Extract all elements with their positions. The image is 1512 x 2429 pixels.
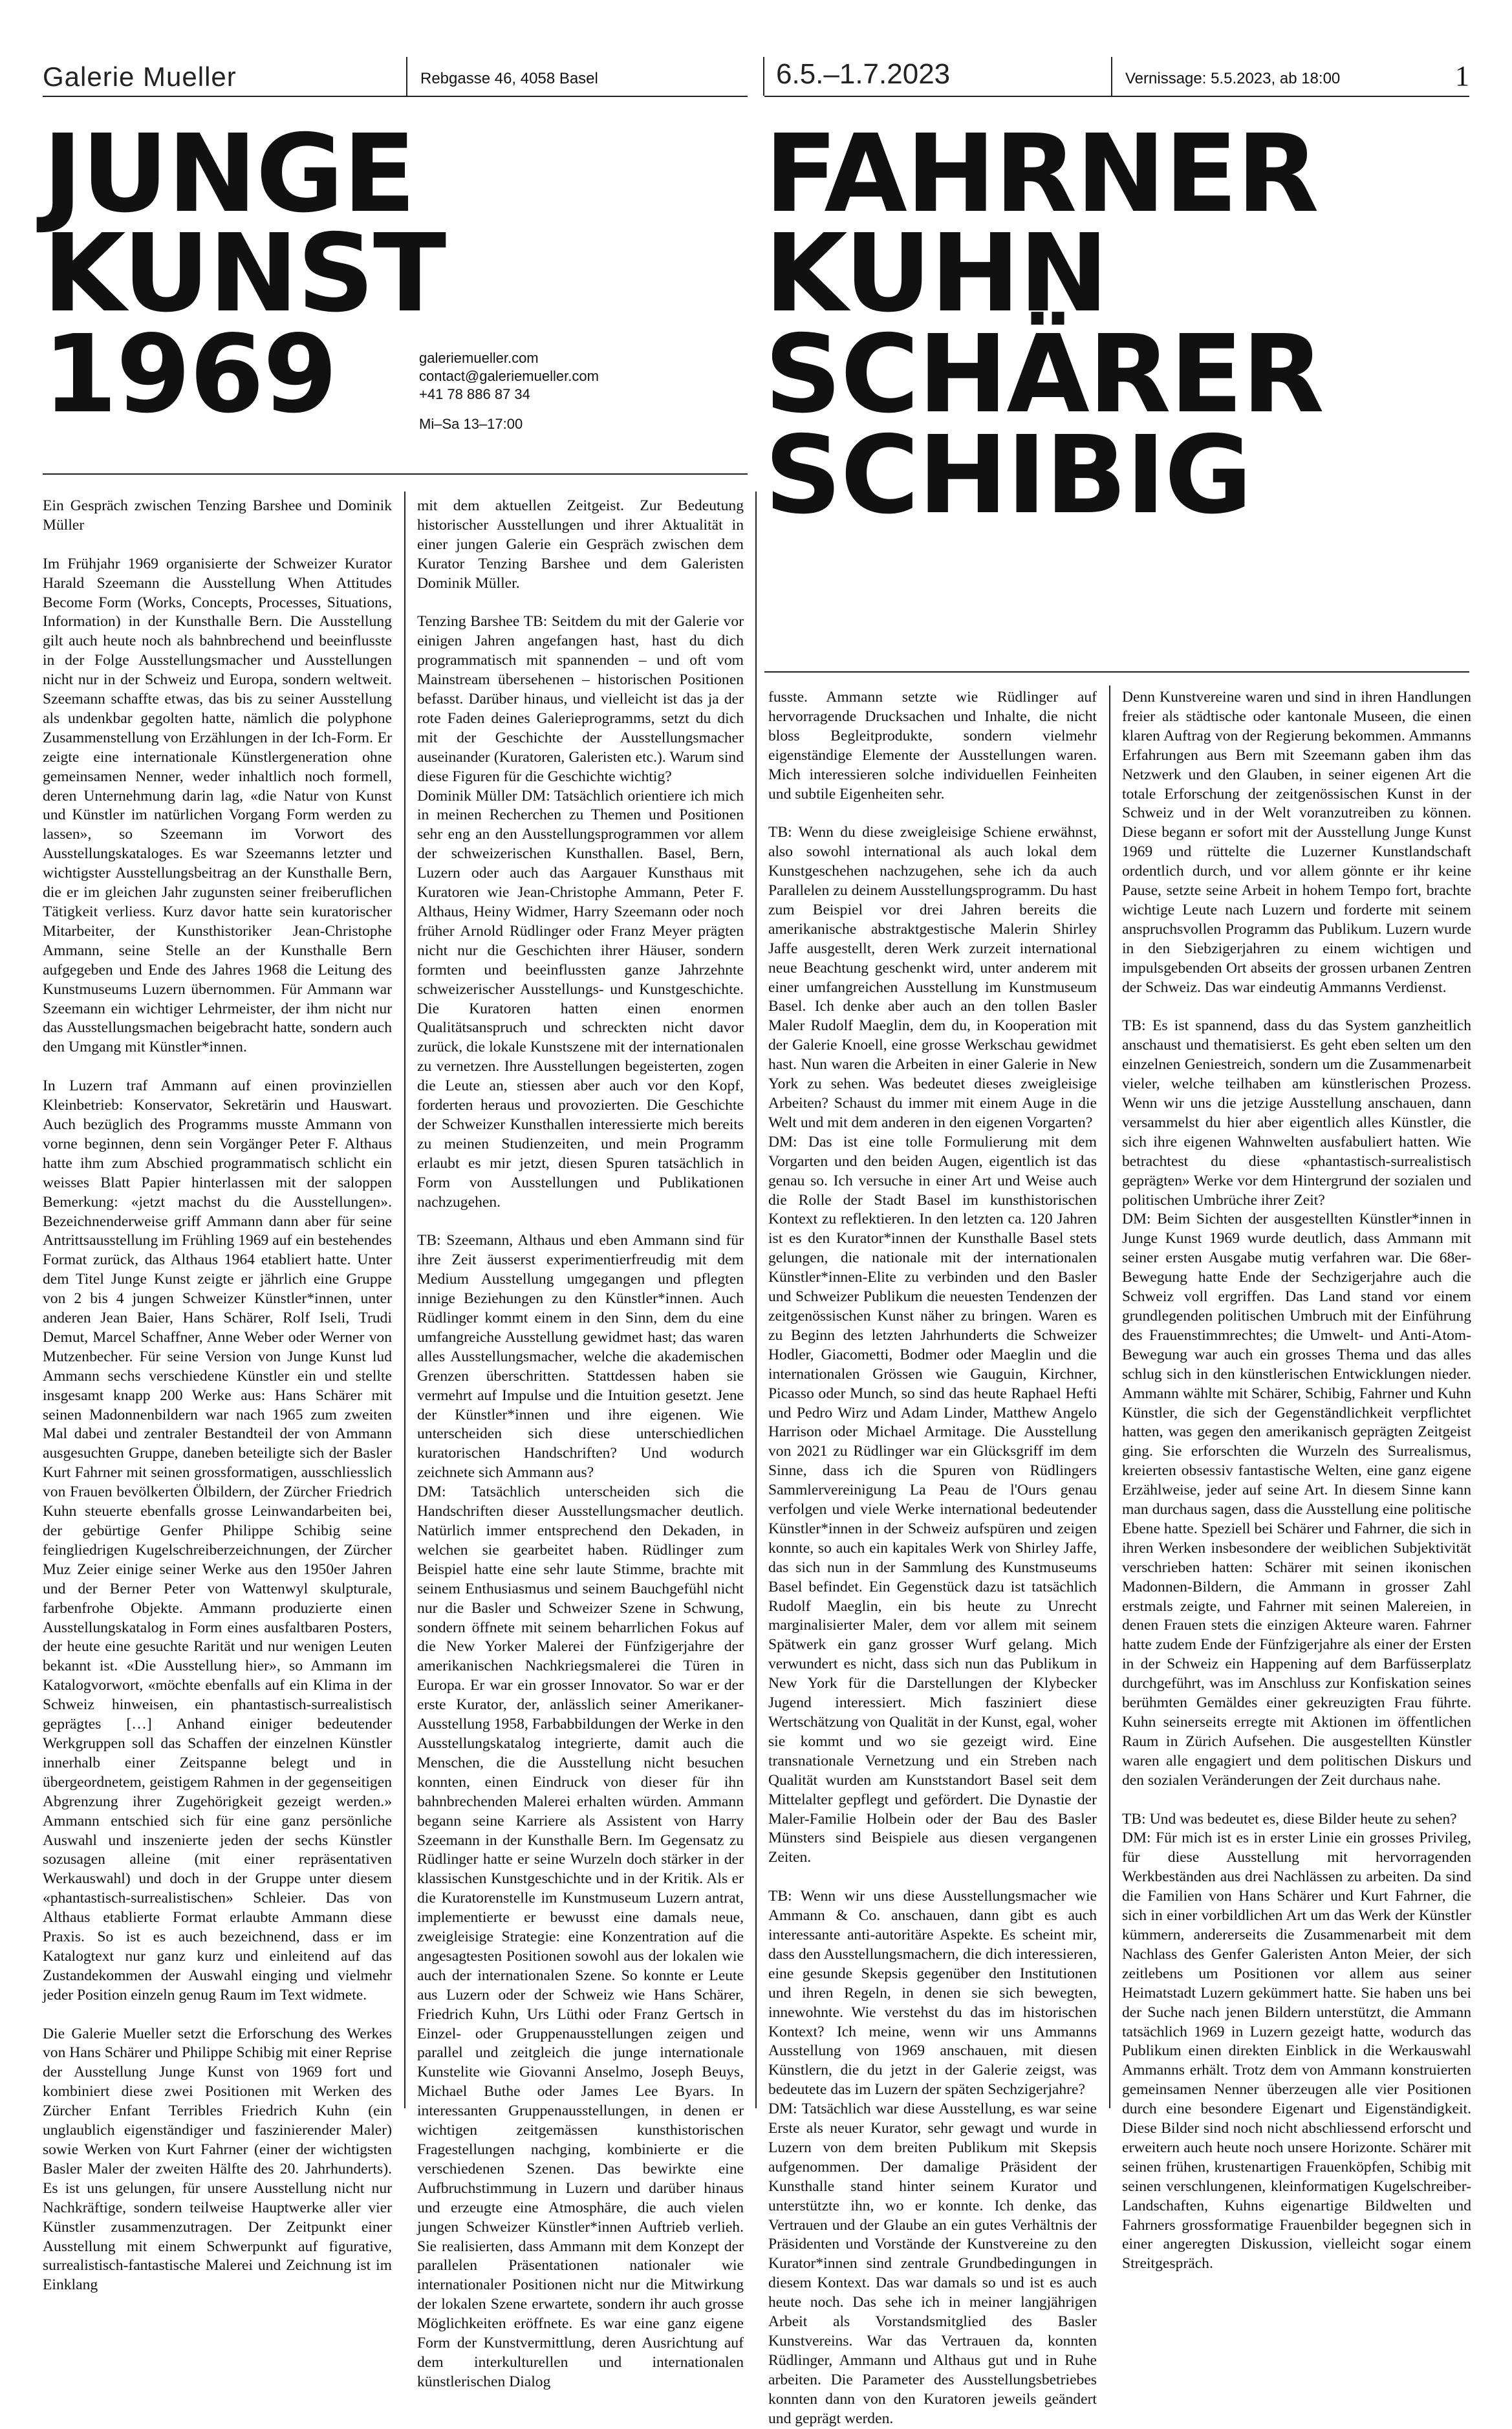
title-left-line-2: KUNST <box>43 211 446 336</box>
title-rule-right <box>764 671 1469 673</box>
title-right-line-2: KUHN <box>764 211 1108 336</box>
article-column-2 <box>417 497 744 2390</box>
article-paragraph: mit dem aktuellen Zeitgeist. Zur Bedeutung historischer Ausstellungen und ihrer Aktualität in einer jungen Galerie ein Gespräch zwischen dem Kurator Tenzing Barshee und dem Galeristen Dominik Müller. <box>417 497 744 592</box>
header-divider <box>406 57 407 96</box>
title-left-line-1: JUNGE <box>43 112 415 237</box>
page-number: 1 <box>1455 60 1469 92</box>
header-divider <box>763 57 764 96</box>
article-paragraph: TB: Und was bedeutet es, diese Bilder heute zu sehen? <box>1122 1810 1457 1828</box>
article-paragraph: DM: Tatsächlich war diese Ausstellung, es war seine Erste als neuer Kurator, sehr gewagt und wurde in Luzern von dem breiten Publikum mit Skepsis aufgenommen. Der damalige Präsident der Kunsthalle stand hinter seinem Kurator und unterstützte ihn, wo er konnte. Ich denke, das Vertrauen und der Glaube an ein gutes Verhältnis der Präsidenten und Vorstände der Kunstvereine zu den Kurator*innen sind zentrale Grundbedingungen in diesem Kontext. Das war damals so und ist es auch heute noch. Das sehe ich in meiner langjährigen Arbeit als Vorstandsmitglied des Basler Kunstvereins. War das Vertrauen da, konnten Rüdlinger, Ammann und Althaus gut und in Ruhe arbeiten. Die Parameter des Ausstellungsbetriebes konnten dann von den Kuratoren jeweils geändert und geprägt werden. <box>768 2100 1097 2427</box>
header-divider <box>1111 57 1112 96</box>
article-paragraph: fusste. Ammann setzte wie Rüdlinger auf hervorragende Drucksachen und Inhalte, die nicht bloss Begleitprodukte, sondern vielmehr eigenständige Elemente der Ausstellungen waren. Mich interessieren solche individuellen Feinheiten und subtile Eigenheiten sehr. <box>768 689 1097 803</box>
article-paragraph: DM: Beim Sichten der ausgestellten Künstler*innen in Junge Kunst 1969 wurde deutlich, dass Ammann mit seiner ersten Ausgabe mutig verfahren war. Die 68er-Bewegung hatte Ende der Sechzigerjahre auch die Schweiz voll ergriffen. Das Land stand vor einem grundlegenden politischen Umbruch mit der Einführung des Frauenstimmrechtes; die Umwelt- und Anti-Atom-Bewegung war auch ein grosses Thema und das alles schlug sich in den künstlerischen Entwicklungen nieder. Ammann wählte mit Schärer, Schibig, Fahrner und Kuhn Künstler, die sich der Gegenständlichkeit verpflichtet hatten, was gegen den amerikanisch geprägten Zeitgeist ging. Sie erforschten die Wurzeln des Surrealismus, kreierten obsessiv fantastische Welten, eine ganz eigene Erzählweise, jeder auf seine Art. In diesem Sinne kann man durchaus sagen, dass die Ausstellung eine politische Ebene hatte. Speziell bei Schärer und Fahrner, die sich in ihren Werken insbesondere der weiblichen Subjektivität verschrieben hatten: Schärer mit seinen ikonischen Madonnen-Bildern, die Ammann in grosser Zahl erstmals zeigte, und Fahrner mit seinen Malereien, in denen Frauen stets die einzigen Akteure waren. Fahrner hatte zudem Ende der Fünfzigerjahre als einer der Ersten in der Schweiz ein Happening auf dem Barfüsserplatz durchgeführt, was im Anschluss zur Konfiskation seines berühmten Gemäldes einer gekreuzigten Frau führte. Kuhn seinerseits erregte mit Aktionen im öffentlichen Raum in Zürich Aufsehen. Die ausgestellten Künstler waren alle engagiert und dem politischen Diskurs und den sozialen Veränderungen der Zeit durchaus nahe. <box>1122 1211 1471 1789</box>
article-column-4 <box>1122 688 1471 2272</box>
article-paragraph: In Luzern traf Ammann auf einen provinziellen Kleinbetrieb: Konservator, Sekretärin und Hauswart. Auch bezüglich des Programms musste Ammann von vorne beginnen, denn sein Vorgänger Peter F. Althaus hatte ihm zum Abschied programmatisch schlicht ein weisses Blatt Papier hinterlassen mit der saloppen Bemerkung: «jetzt machst du die Ausstellungen». Bezeichnenderweise griff Ammann dann aber für seine Antrittsausstellung im Frühling 1969 auf ein bestehendes Format zurück, das Althaus 1964 etabliert hatte. Unter dem Titel Junge Kunst zeigte er jährlich eine Gruppe von 2 bis 4 jungen Schweizer Künstler*innen, unter anderen Jean Baier, Hans Schärer, Rolf Iseli, Trudi Demut, Marcel Schaffner, Anne Weber oder Werner von Mutzenbecher. Für seine Version von Junge Kunst lud Ammann sechs verschiedene Künstler ein und stellte insgesamt knapp 200 Werke aus: Hans Schärer mit seinen Madonnenbildern war nach 1965 zum zweiten Mal dabei und zentraler Bestandteil der von Ammann ausgesuchten Gruppe, daneben beteiligte sich der Basler Kurt Fahrner mit seinen grossformatigen, ausschliesslich von Frauen bevölkerten Ölbildern, der Zürcher Friedrich Kuhn steuerte ebenfalls grosse Leinwandarbeiten bei, der gebürtige Genfer Philippe Schibig seine feingliedrigen Kugelschreiberzeichnungen, der Zürcher Muz Zeier einige seiner Werke aus den 1950er Jahren und der Berner Peter von Wattenwyl skulpturale, farbenfrohe Objekte. Ammann produzierte einen Ausstellungskatalog in Form eines ausfaltbaren Posters, der heute eine gesuchte Rarität und nur wenigen Leuten bekannt ist. «Die Ausstellung hier», so Ammann im Katalogvorwort, «möchte ebenfalls auf ein Klima in der Schweiz hinweisen, ein phantastisch-surrealistisch geprägtes […] Anhand einiger bedeutender Werkgruppen soll das Schaffen der einzelnen Künstler innerhalb einer Zeitspanne belegt und in übergeordnetem, geistigem Rahmen in der gegenseitigen Abgrenzung ihrer Zugehörigkeit gezeigt werden.» Ammann entschied sich für eine ganz persönliche Auswahl und inszenierte jeden der sechs Künstler sozusagen alleine (mit einer repräsentativen Werkauswahl) und doch in der Gruppe unter diesem «phantastisch-surrealistischen» Schleier. Das von Althaus etablierte Format erlaubte Ammann diese Praxis. So ist es auch bezeichnend, dass er im Katalogtext nur ganz kurz und einleitend auf das Zustandekommen der Auswahl einging und vielmehr jeder Position einzeln genug Raum im Text widmete. <box>43 1077 392 2003</box>
email-link[interactable]: contact@galeriemueller.com <box>419 368 599 384</box>
column-divider <box>1109 686 1110 2108</box>
article-column-1 <box>43 497 392 2294</box>
article-paragraph: Tenzing Barshee TB: Seitdem du mit der Galerie vor einigen Jahren angefangen hast, hast du dich programmatisch mit spannenden – und oft vom Mainstream übersehenen – historischen Positionen befasst. Darüber hinaus, und vielleicht ist das ja der rote Faden deines Galerieprogramms, setzt du dich mit der Geschichte der Ausstellungsmacher auseinander (Kuratoren, Galeristen etc.). Warum sind diese Figuren für die Geschichte wichtig? <box>417 613 744 785</box>
article-paragraph: TB: Wenn du diese zweigleisige Schiene erwähnst, also sowohl international als auch lokal dem Kunstgeschehen nachzugehen, sehe ich da auch Parallelen zu deinem Ausstellungsprogramm. Du hast zum Beispiel vor drei Jahren bereits die amerikanische abstraktgestische Malerin Shirley Jaffe ausgestellt, deren Werk zurzeit international neue Beachtung geschenkt wird, unter anderem mit einer umfangreichen Ausstellung im Kunstmuseum Basel. Ich denke aber auch an den tollen Basler Maler Rudolf Maeglin, dem du, in Kooperation mit der Galerie Knoell, eine grosse Werkschau gewidmet hast. Nun waren die Arbeiten in einer Galerie in New York zu sehen. Was bedeutet dieses zweigleisige Arbeiten? Schaust du immer mit einem Auge in die Welt und mit dem anderen in den eigenen Vorgarten? <box>768 824 1097 1131</box>
article-paragraph: TB: Wenn wir uns diese Ausstellungsmacher wie Ammann & Co. anschauen, dann gibt es auch interessante anti-autoritäre Aspekte. Es scheint mir, dass den Ausstellungsmachern, die dich interessieren, eine gesunde Skepsis gegenüber den Institutionen und ihren Regeln, in denen sie sich bewegten, innewohnte. Wie verstehst du das im historischen Kontext? Ich meine, wenn wir uns Ammanns Ausstellung von 1969 anschauen, mit diesen Künstlern, die du jetzt in der Galerie zeigst, was bedeutete das im Luzern der späten Sechzigerjahre? <box>768 1888 1097 2099</box>
gallery-address: Rebgasse 46, 4058 Basel <box>420 70 598 87</box>
title-right-line-4: SCHIBIG <box>764 413 1251 538</box>
exhibition-dates: 6.5.–1.7.2023 <box>776 58 951 90</box>
opening-hours: Mi–Sa 13–17:00 <box>419 416 523 432</box>
title-right-line-1: FAHRNER <box>764 112 1318 237</box>
title-rule-left <box>43 473 748 475</box>
column-divider <box>755 491 757 2108</box>
website-link[interactable]: galeriemueller.com <box>419 350 539 366</box>
column-divider <box>404 491 405 2108</box>
article-paragraph: Dominik Müller DM: Tatsächlich orientiere ich mich in meinen Recherchen zu Themen und Positionen sehr eng an den Ausstellungsprogrammen vor allem der schweizerischen Kunsthallen. Basel, Bern, Luzern oder auch das Aargauer Kunsthaus mit Kuratoren wie Jean-Christophe Ammann, Peter F. Althaus, Heiny Widmer, Harry Szeemann oder noch früher Arnold Rüdlinger oder Franz Meyer prägten nicht nur die Geschichten ihrer Häuser, sondern formten und beeinflussten ganze Jahrzehnte schweizerischer Ausstellungs- und Kunstgeschichte. Die Kuratoren hatten einen enormen Qualitätsanspruch und schreckten nicht davor zurück, die lokale Kunstszene mit der internationalen zu vernetzen. Ihre Ausstellungen begeisterten, zogen die Leute an, stiessen aber auch vor den Kopf, forderten heraus und provozierten. Die Geschichte der Schweizer Kunsthallen interessierte mich bereits zu meinen Studienzeiten, und mein Programm erlaubt es mir jetzt, diesen Spuren tatsächlich in Form von Ausstellungen und Publikationen nachzugehen. <box>417 787 744 1211</box>
article-paragraph: DM: Das ist eine tolle Formulierung mit dem Vorgarten und den beiden Augen, eigentlich ist das genau so. Ich versuche in einer Art und Weise auch die Rolle der Stadt Basel im kunsthistorischen Kontext zu reflektieren. In den letzten ca. 120 Jahren ist es den Kurator*innen der Kunsthalle Basel stets gelungen, die nationale mit der internationalen Künstler*innen-Elite zu verbinden und den Basler und Schweizer Publikum die neuesten Tendenzen der zeitgenössischen Kunst näher zu bringen. Waren es zu Beginn des letzten Jahrhunderts die Schweizer Hodler, Giacometti, Bodmer oder Maeglin und die internationalen Grössen wie Gauguin, Kirchner, Picasso oder Munch, so sind das heute Raphael Hefti und Pedro Wirz und Adam Linder, Matthew Angelo Harrison oder Michael Armitage. Die Ausstellung von 2021 zu Rüdlinger war ein Glücksgriff im dem Sinne, dass ich die Spuren von Rüdlingers Sammlervereinigung La Peau de l'Ours genau verfolgen und viele Werke international bedeutender Künstler*innen in der Schweiz aufspüren und zeigen konnte, so auch ein kapitales Werk von Shirley Jaffe, das sich nun in der Sammlung des Kunstmuseums Basel befindet. Ein Gegenstück dazu ist tatsächlich Rudolf Maeglin, ein bis heute zu Unrecht marginalisierter Maler, dem vor allem mit seinem Spätwerk ein ganz grosser Wurf gelang. Mich verwundert es nicht, dass sich nun das Publikum in New York für die Darstellungen der Klybecker Jugend interessiert. Mich fasziniert diese Wertschätzung von Qualität in der Kunst, egal, woher sie kommt und wo sie gezeigt wird. Eine transnationale Vernetzung und ein Streben nach Qualität wurden am Kunststandort Basel seit dem Mittelalter gepflegt und gefördert. Die Dynastie der Maler-Familie Holbein oder der Bau des Basler Münsters sind Beispiele aus diesen vergangenen Zeiten. <box>768 1133 1097 1866</box>
header-rule-right <box>764 96 1469 97</box>
header-bar <box>0 0 1512 103</box>
article-paragraph: DM: Tatsächlich unterscheiden sich die Handschriften dieser Ausstellungsmacher deutlich. Natürlich immer entsprechend den Dekaden, in welchen sie gearbeitet haben. Rüdlinger zum Beispiel hatte eine sehr laute Stimme, brachte mit seinem Enthusiasmus und seinem Bauchgefühl nicht nur die Basler und Schweizer Szene in Schwung, sondern öffnete mit seinem beharrlichen Fokus auf die New Yorker Malerei der Fünfzigerjahre der amerikanischen Nachkriegsmalerei die Türen in Europa. Er war ein grosser Innovator. So war er der erste Kurator, der, anlässlich seiner Amerikaner-Ausstellung 1958, Farbabbildungen der Werke in den Ausstellungskatalog integrierte, damit auch die Menschen, die die Ausstellung nicht besuchen konnten, einen Eindruck von dieser für ihn bahnbrechenden Malerei erhalten würden. Ammann begann seine Karriere als Assistent von Harry Szeemann in der Kunsthalle Bern. Im Gegensatz zu Rüdlinger hatte er seine Wurzeln doch stärker in der klassischen Kunstgeschichte und in der Kritik. Als er die Kuratorenstelle im Kunstmuseum Luzern antrat, implementierte er bewusst eine damals neue, zweigleisige Strategie: eine Konzentration auf die angesagtesten Positionen sowohl aus der lokalen wie auch der internationalen Szene. So konnte er Leute aus Luzern oder der Schweiz wie Hans Schärer, Friedrich Kuhn, Urs Lüthi oder Franz Gertsch in Einzel- oder Gruppenausstellungen zeigen und parallel und zeitgleich die junge internationale Kunstelite wie Giovanni Anselmo, Joseph Beuys, Michael Buthe oder James Lee Byars. In interessanten Gruppenausstellungen, in denen er wichtigen zeitgemässen kunsthistorischen Fragestellungen nachging, kombinierte er die verschiedenen Szenen. Das bewirkte eine Aufbruchstimmung in Luzern und darüber hinaus und erzeugte eine Atmosphäre, die auch vielen jungen Schweizer Künstler*innen Auftrieb verlieh. Sie realisierten, dass Ammann mit dem Konzept der parallelen Präsentationen nationaler wie internationaler Positionen nicht nur die Mitwirkung der lokalen Szene erwartete, sondern ihr auch grosse Möglichkeiten eröffnete. Es war eine ganz eigene Form der Kunstvermittlung, deren Ausrichtung auf dem interkulturellen und internationalen künstlerischen Dialog <box>417 1484 744 2390</box>
article-paragraph: Im Frühjahr 1969 organisierte der Schweizer Kurator Harald Szeemann die Ausstellung When Attitudes Become Form (Works, Concepts, Processes, Situations, Information) in der Kunsthalle Bern. Die Ausstellung gilt auch heute noch als bahnbrechend und beeinflusste in der Folge Ausstellungsmacher und Ausstellungen nicht nur in der Schweiz und Europa, sondern weltweit. Szeemann schaffte etwas, das bis zu seiner Ausstellung als undenkbar gegolten hatte, nämlich die polyphone Zusammenstellung von Erzählungen in der Ich-Form. Er zeigte eine internationale Künstlergeneration ohne gemeinsamen Nenner, weder inhaltlich noch formell, deren Unternehmung darin lag, «die Natur von Kunst und Künstler im natürlichen Vorgang Form werden zu lassen», so Szeemann im Vorwort des Ausstellungskataloges. Es war Szeemanns letzter und wichtigster Ausstellungsbeitrag an der Kunsthalle Bern, die er im gleichen Jahr zugunsten seiner freiberuflichen Tätigkeit verliess. Kurz davor hatte sein kuratorischer Mitarbeiter, der Kunsthistoriker Jean-Christophe Ammann, seine Stelle an der Kunsthalle Bern aufgegeben und Ende des Jahres 1968 die Leitung des Kunstmuseums Luzern übernommen. Für Ammann war Szeemann ein wichtiger Lehrmeister, der ihm nicht nur das Ausstellungsmachen beigebracht hatte, sondern auch den Umgang mit Künstler*innen. <box>43 555 392 1056</box>
article-column-3 <box>768 688 1097 2427</box>
vernissage-info: Vernissage: 5.5.2023, ab 18:00 <box>1125 70 1341 87</box>
article-paragraph: Die Galerie Mueller setzt die Erforschung des Werkes von Hans Schärer und Philippe Schibig mit einer Reprise der Ausstellung Junge Kunst von 1969 fort und kombiniert diese zwei Positionen mit Werken des Zürcher Enfant Terribles Friedrich Kuhn (ein unglaublich eigenständiger und faszinierender Maler) sowie Werken von Kurt Fahrner (einer der wichtigsten Basler Maler der zweiten Hälfte des 20. Jahrhunderts). Es ist uns gelungen, für unsere Ausstellung nicht nur Nachkräftige, sondern teilweise Hauptwerke aller vier Künstler zusammenzutragen. Der Zeitpunkt einer Ausstellung mit einem Schwerpunkt auf figurative, surrealistisch-fantastische Malerei und Zeichnung ist im Einklang <box>43 2025 392 2294</box>
title-right-line-3: SCHÄRER <box>764 312 1323 437</box>
article-paragraph: TB: Szeemann, Althaus und eben Ammann sind für ihre Zeit äusserst experimentierfreudig mit dem Medium Ausstellung umgegangen und pflegten innige Beziehungen zu den Künstler*innen. Auch Rüdlinger kommt einem in den Sinn, dem du eine umfangreiche Ausstellung gewidmet hast; das waren alles Ausstellungsmacher, welche die akademischen Grenzen überschritten. Stattdessen haben sie vermehrt auf Impulse und die Intuition gesetzt. Jene der Künstler*innen und ihre eigenen. Wie unterscheiden sich diese unterschiedlichen kuratorischen Handschriften? Und wodurch zeichnete sich Ammann aus? <box>417 1232 744 1482</box>
article-paragraph: Denn Kunstvereine waren und sind in ihren Handlungen freier als städtische oder kantonale Museen, die einen klaren Auftrag von der Regierung bekommen. Ammanns Erfahrungen aus Bern mit Szeemann gaben ihm das Netzwerk und den Glauben, in seiner eigenen Art die totale Erforschung der zeitgenössischen Kunst in der Schweiz und in der Welt voranzutreiben zu können. Diese begann er sofort mit der Ausstellung Junge Kunst 1969 und rüttelte die Luzerner Kunstlandschaft ordentlich durch, und vor allem gönnte er ihr keine Pause, setzte seine Arbeit in hohem Tempo fort, brachte wichtige Leute nach Luzern und forderte mit seinem anspruchsvollen Programm das Publikum. Luzern wurde in den Siebzigerjahren zu einem wichtigen und impulsgebenden Ort abseits der grossen urbanen Zentren der Schweiz. Das war eindeutig Ammanns Verdienst. <box>1122 689 1471 996</box>
phone-number: +41 78 886 87 34 <box>419 386 530 402</box>
gallery-brand: Galerie Mueller <box>43 61 237 92</box>
article-paragraph: Ein Gespräch zwischen Tenzing Barshee und Dominik Müller <box>43 497 392 534</box>
title-left-line-3: 1969 <box>43 312 337 437</box>
contact-block <box>419 349 599 433</box>
article-paragraph: DM: Für mich ist es in erster Linie ein grosses Privileg, für diese Ausstellung mit hervorragenden Werkbeständen aus drei Nachlässen zu arbeiten. Da sind die Familien von Hans Schärer und Kurt Fahrner, die sich in einer vorbildlichen Art um das Werk der Künstler kümmern, andererseits die Zusammenarbeit mit dem Nachlass des Genfer Galeristen Anton Meier, der sich zeitlebens um Positionen vor allem aus seiner Heimatstadt Luzern gekümmert hatte. Sie haben uns bei der Suche nach jenen Bildern unterstützt, die Ammann tatsächlich 1969 in Luzern gezeigt hatte, wodurch das Publikum einen direkten Einblick in die Werkauswahl Ammanns erhält. Trotz dem von Ammann konstruierten gemeinsamen Nenner überzeugen alle vier Positionen durch eine besondere Eigenart und Eigenständigkeit. Diese Bilder sind noch nicht abschliessend erforscht und erweitern auch heute noch unsere Horizonte. Schärer mit seinen frühen, krustenartigen Frauenköpfen, Schibig mit seinen verschlungenen, kleinformatigen Kugelschreiber-Landschaften, Kuhns eigenartige Bildwelten und Fahrners grossformatige Frauenbilder begegnen sich in einer angeregten Diskussion, vielleicht sogar einem Streitgespräch. <box>1122 1830 1471 2272</box>
header-rule-left <box>43 96 748 97</box>
article-paragraph: TB: Es ist spannend, dass du das System ganzheitlich anschaust und thematisierst. Es geht eben selten um den einzelnen Geniestreich, sondern um die Zusammenarbeit vieler, welche teilhaben am künstlerischen Prozess. Wenn wir uns die jetzige Ausstellung anschauen, dann versammelst du hier aber eigentlich alles Künstler, die sich ihre eigenen Wahnwelten ausfabuliert hatten. Wie betrachtest du diese «phantastisch-surrealistisch geprägten» Werke vor dem Hintergrund der sozialen und politischen Umbrüche ihrer Zeit? <box>1122 1017 1471 1209</box>
